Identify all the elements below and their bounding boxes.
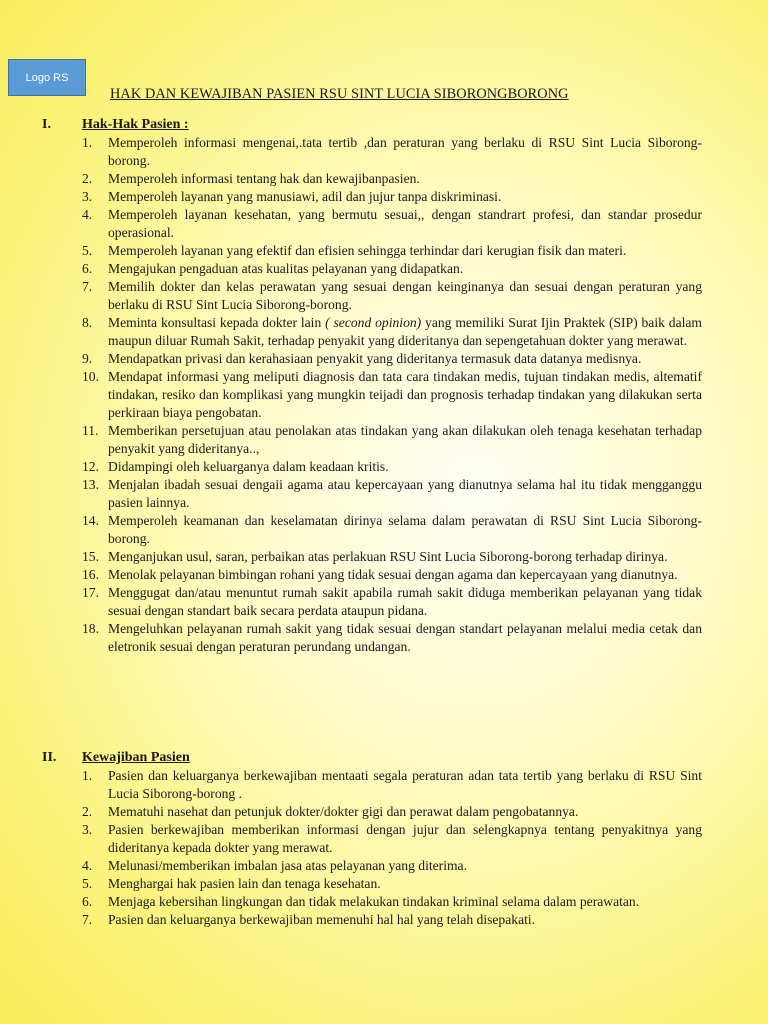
obligations-list [0,767,768,929]
item-number: 10. [82,369,99,384]
item-text: Memberikan persetujuan atau penolakan atas tindakan yang akan dilakukan oleh tenaga kesehatan terhadap penyakit yang dideritanya.., [108,423,702,456]
item-number: 13. [82,477,99,492]
item-number: 4. [82,858,93,873]
item-text: Mendapatkan privasi dan kerahasiaan penyakit yang dideritanya termasuk data datanya medisnya. [108,351,642,366]
list-item [0,314,768,350]
list-item [0,875,768,893]
item-number: 3. [82,822,93,837]
list-item [0,422,768,458]
second-opinion-note: ( second opinion) [325,315,422,330]
section-title: Hak-Hak Pasien : [82,117,189,132]
list-item [0,803,768,821]
item-text: Mengeluhkan pelayanan rumah sakit yang tidak sesuai dengan standart pelayanan melalui media cetak dan eletronik sesuai dengan peraturan perundang undangan. [108,621,702,654]
item-number: 18. [82,621,99,636]
list-item [0,566,768,584]
item-number: 6. [82,894,93,909]
item-text: Didampingi oleh keluarganya dalam keadaan kritis. [108,459,389,474]
item-number: 7. [82,912,93,927]
list-item [0,911,768,929]
list-item [0,821,768,857]
item-text-part: yang memiliki Surat Ijin Praktek (SIP) baik dalam maupun diluar Rumah Sakit, terhadap penyakit yang dideritanya dan sepengetahuan dokter yang merawat. [108,315,702,348]
item-number: 16. [82,567,99,582]
list-item [0,584,768,620]
item-number: 15. [82,549,99,564]
list-item [0,767,768,803]
item-number: 3. [82,189,93,204]
section-heading [0,116,768,134]
item-text: Memperoleh keamanan dan keselamatan dirinya selama dalam perawatan di RSU Sint Lucia Siborong-borong. [108,513,702,546]
item-number: 11. [82,423,99,438]
list-item [0,512,768,548]
item-text: Melunasi/memberikan imbalan jasa atas pelayanan yang diterima. [108,858,467,873]
section-number: II. [42,750,57,765]
item-text: Menggugat dan/atau menuntut rumah sakit apabila rumah sakit diduga memberikan pelayanan yang tidak sesuai dengan standart baik secara perdata ataupun pidana. [108,585,702,618]
item-text: Menjaga kebersihan lingkungan dan tidak melakukan tindakan kriminal selama dalam perawatan. [108,894,640,909]
list-item [0,206,768,242]
list-item [0,458,768,476]
list-item [0,620,768,656]
logo-placeholder: Logo RS [8,59,86,96]
item-number: 9. [82,351,93,366]
item-number: 1. [82,768,93,783]
item-number: 5. [82,876,93,891]
item-text-part: Meminta konsultasi kepada dokter lain [108,315,326,330]
item-number: 5. [82,243,93,258]
item-number: 6. [82,261,93,276]
list-item [0,857,768,875]
list-item [0,260,768,278]
list-item [0,893,768,911]
item-text: Memperoleh informasi mengenai,.tata tertib ,dan peraturan yang berlaku di RSU Sint Lucia Siborong-borong. [108,135,702,168]
item-number: 2. [82,171,93,186]
item-text: Menghargai hak pasien lain dan tenaga kesehatan. [108,876,381,891]
item-number: 17. [82,585,99,600]
section-patient-rights [0,116,768,656]
item-text: Mematuhi nasehat dan petunjuk dokter/dokter gigi dan perawat dalam pengobatannya. [108,804,579,819]
item-text: Menolak pelayanan bimbingan rohani yang tidak sesuai dengan agama dan kepercayaan yang dianutnya. [108,567,678,582]
item-text: Memperoleh layanan yang manusiawi, adil dan jujur tanpa diskriminasi. [108,189,502,204]
document-title: HAK DAN KEWAJIBAN PASIEN RSU SINT LUCIA SIBORONGBORONG [110,86,569,102]
section-heading [0,749,768,767]
item-text: Pasien dan keluarganya berkewajiban mentaati segala peraturan adan tata tertib yang berlaku di RSU Sint Lucia Siborong-borong . [108,768,702,801]
item-text: Memilih dokter dan kelas perawatan yang sesuai dengan keinginanya dan sesuai dengan peraturan yang berlaku di RSU Sint Lucia Siborong-borong. [108,279,702,312]
list-item [0,350,768,368]
item-number: 8. [82,315,93,330]
item-number: 4. [82,207,93,222]
item-text: Pasien berkewajiban memberikan informasi dengan jujur dan selengkapnya tentang penyakitnya yang dideritanya kepada dokter yang merawat. [108,822,702,855]
section-patient-obligations [0,749,768,929]
list-item [0,368,768,422]
section-title: Kewajiban Pasien [82,750,190,765]
item-number: 2. [82,804,93,819]
item-text: Memperoleh informasi tentang hak dan kewajibanpasien. [108,171,420,186]
item-number: 12. [82,459,99,474]
item-text [108,314,702,350]
list-item [0,278,768,314]
item-text: Menjalan ibadah sesuai dengaii agama atau kepercayaan yang dianutnya selama hal itu tidak mengganggu pasien lainnya. [108,477,702,510]
list-item [0,242,768,260]
item-text: Menganjukan usul, saran, perbaikan atas perlakuan RSU Sint Lucia Siborong-borong terhadap dirinya. [108,549,668,564]
item-text: Memperoleh layanan kesehatan, yang bermutu sesuai,, dengan standrart profesi, dan standar prosedur operasional. [108,207,702,240]
item-text: Mendapat informasi yang meliputi diagnosis dan tata cara tindakan medis, tujuan tindakan medis, altematif tindakan, resiko dan komplikasi yang mungkin teijadi dan prognosis terhadap tindakan yang dilakukan serta perkiraan biaya pengobatan. [108,369,702,420]
item-number: 1. [82,135,93,150]
item-text: Mengajukan pengaduan atas kualitas pelayanan yang didapatkan. [108,261,464,276]
item-number: 14. [82,513,99,528]
list-item [0,548,768,566]
section-number: I. [42,117,51,132]
item-number: 7. [82,279,93,294]
list-item [0,134,768,170]
list-item [0,188,768,206]
item-text: Pasien dan keluarganya berkewajiban memenuhi hal hal yang telah disepakati. [108,912,536,927]
rights-list [0,134,768,656]
list-item [0,476,768,512]
list-item [0,170,768,188]
item-text: Memperoleh layanan yang efektif dan efisien sehingga terhindar dari kerugian fisik dan materi. [108,243,627,258]
